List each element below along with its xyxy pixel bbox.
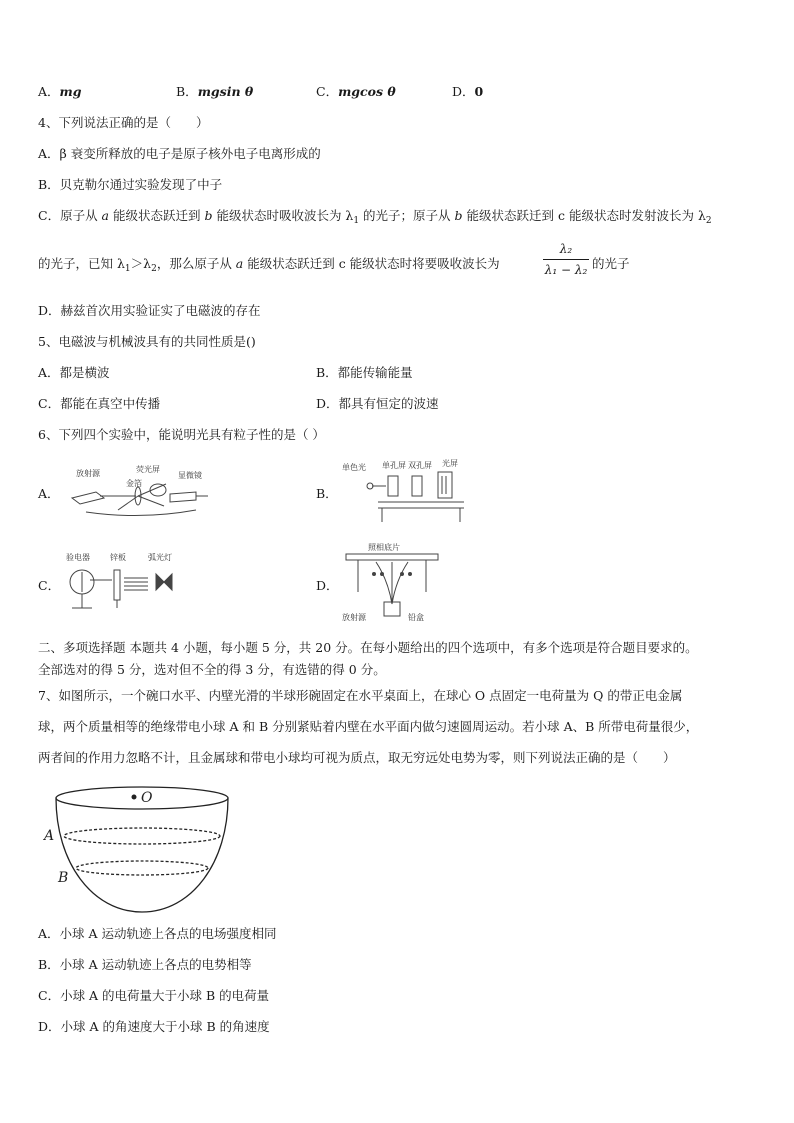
fraction-denominator: λ₁ − λ₂ — [544, 263, 588, 277]
double-slit-figure — [342, 458, 472, 524]
fraction-numerator: λ₂ — [559, 242, 573, 256]
fraction-bar — [543, 259, 589, 260]
radiation-deflection-figure — [338, 540, 448, 622]
fig-a-label-screen: 荧光屏 — [136, 465, 160, 474]
q7-stem-line3: 两者间的作用力忽略不计，且金属球和带电小球均可视为质点，取无穷远处电势为零，则下列说法正确的是（ ） — [38, 750, 676, 765]
q7-option-a: A．小球 A 运动轨迹上各点的电场强度相同 — [38, 926, 277, 941]
fig-a-label-microscope: 显微镜 — [178, 471, 202, 480]
q7-option-c: C．小球 A 的电荷量大于小球 B 的电荷量 — [38, 988, 270, 1003]
q7-option-d: D．小球 A 的角速度大于小球 B 的角速度 — [38, 1019, 270, 1034]
q3-option-d: D．0 — [452, 84, 484, 99]
fig-b-label-screen: 光屏 — [442, 459, 458, 468]
q7-option-b: B．小球 A 运动轨迹上各点的电势相等 — [38, 957, 252, 972]
fig-d-label-source: 放射源 — [342, 613, 366, 622]
hemisphere-bowl-figure — [42, 782, 242, 918]
q5-option-c: C．都能在真空中传播 — [38, 396, 161, 411]
label-ball-b: B — [58, 870, 69, 886]
q4-stem: 4、下列说法正确的是（ ） — [38, 115, 209, 130]
label-center-o: O — [141, 790, 153, 806]
q4-option-b: B．贝克勒尔通过实验发现了中子 — [38, 177, 223, 192]
fig-d-label-lead-box: 铅盒 — [408, 613, 424, 622]
fig-b-label-light: 单色光 — [342, 463, 366, 472]
q7-stem-line2: 球，两个质量相等的绝缘带电小球 A 和 B 分别紧贴着内壁在水平面内做匀速圆周运动。若小球 A、B 所带电荷量很少， — [38, 719, 699, 734]
section2-line1: 二、多项选择题 本题共 4 小题，每小题 5 分，共 20 分。在每小题给出的四个选项中，有多个选项是符合题目要求的。 — [38, 640, 698, 655]
q5-option-d: D．都具有恒定的波速 — [316, 396, 439, 411]
fig-c-label-zinc: 锌板 — [110, 553, 126, 562]
q4-option-c-line2-end: 的光子 — [592, 256, 630, 271]
q6-option-b-letter: B． — [316, 486, 338, 501]
q6-stem: 6、下列四个实验中，能说明光具有粒子性的是（ ） — [38, 427, 325, 442]
wavelength-fraction — [543, 241, 589, 278]
fig-b-label-single-hole: 单孔屏 — [382, 461, 406, 470]
label-ball-a: A — [44, 828, 55, 844]
section2-line2: 全部选对的得 5 分，选对但不全的得 3 分，有选错的得 0 分。 — [38, 662, 386, 677]
q5-option-a: A．都是横波 — [38, 365, 110, 380]
fig-a-label-source: 放射源 — [76, 469, 100, 478]
q4-option-c-line1: C．原子从 a 能级状态跃迁到 b 能级状态时吸收波长为 $\lambda_1$ 的光子；原子从 b 能级状态跃迁到 c 能级状态时发射波长为 $\lambda_2$ — [38, 208, 712, 226]
q4-option-c-line2: 的光子，已知 $\lambda_1>\lambda_2$，那么原子从 a 能级状态跃迁到 c 能级状态时将要吸收波长为 — [38, 256, 500, 274]
fig-c-label-electroscope: 验电器 — [66, 553, 90, 562]
q6-option-a-letter: A． — [38, 486, 60, 501]
q3-option-b: B．mgsin θ — [176, 84, 254, 99]
q6-option-d-letter: D． — [316, 578, 339, 593]
q4-option-a: A．β 衰变所释放的电子是原子核外电子电离形成的 — [38, 146, 321, 161]
q3-option-a: A．mg — [38, 84, 82, 99]
q7-stem-line1: 7、如图所示，一个碗口水平、内壁光滑的半球形碗固定在水平桌面上，在球心 O 点固定一电荷量为 Q 的带正电金属 — [38, 688, 683, 703]
q5-stem: 5、电磁波与机械波具有的共同性质是() — [38, 334, 256, 349]
q3-option-c: C．mgcos θ — [316, 84, 396, 99]
q5-option-b: B．都能传输能量 — [316, 365, 413, 380]
q4-option-d: D．赫兹首次用实验证实了电磁波的存在 — [38, 303, 261, 318]
fig-d-label-film: 照相底片 — [368, 543, 400, 552]
fig-b-label-double-hole: 双孔屏 — [408, 461, 432, 470]
q6-option-c-letter: C． — [38, 578, 61, 593]
photoelectric-figure — [62, 550, 182, 612]
fig-c-label-arc-lamp: 弧光灯 — [148, 553, 172, 562]
fig-a-label-foil: 金箔 — [126, 479, 142, 488]
alpha-scattering-figure — [66, 462, 216, 522]
